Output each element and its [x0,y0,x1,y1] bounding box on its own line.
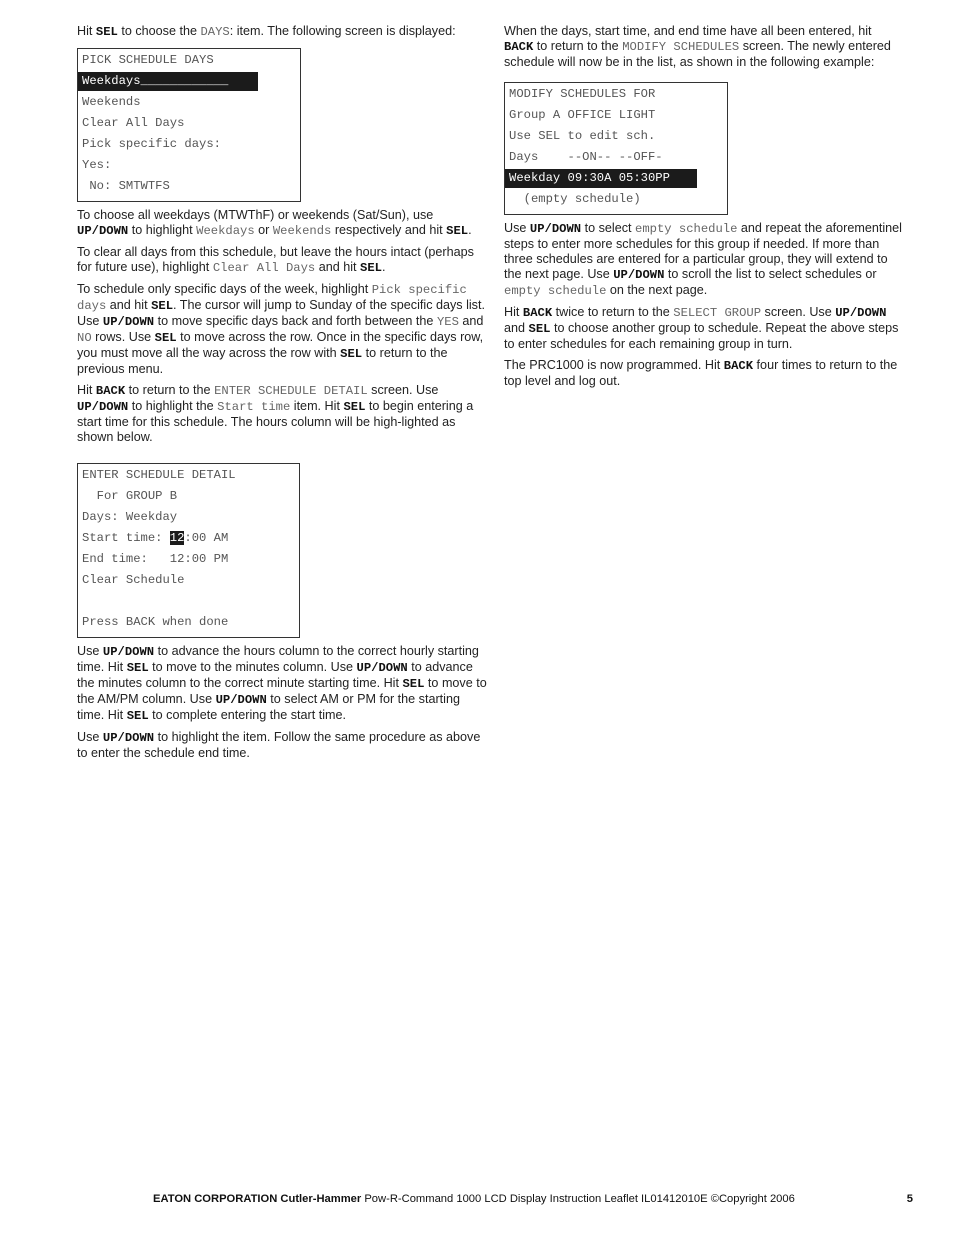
paragraph: To clear all days from this schedule, but leave the hours intact (perhaps for future use), highlight Clear All Days and hit SEL. [77,245,474,275]
paragraph: Use UP/DOWN to select empty schedule and repeat the aforementinel steps to enter more schedules for this group if needed. If more than three schedules are entered for a particular group, they will extend to the next page. Use UP/DOWN to scroll the list to select schedules or empty schedule on the next page. [504,221,902,298]
lcd-line: ENTER SCHEDULE DETAIL [82,468,236,482]
hours-cursor: 12 [169,531,185,545]
lcd-modify-schedules [504,82,728,215]
lcd-line: Press BACK when done [82,615,229,629]
lcd-line: MODIFY SCHEDULES FOR [509,87,656,101]
paragraph: When the days, start time, and end time have all been entered, hit BACK to return to the MODIFY SCHEDULES screen. The newly entered schedule will now be in the list, as shown in the following example: [504,24,891,69]
lcd-line: For GROUP B [82,489,178,503]
lcd-line: Pick specific days: [82,137,221,151]
lcd-line [78,591,299,612]
page-number: 5 [906,1193,913,1205]
lcd-line: PICK SCHEDULE DAYS [82,53,214,67]
paragraph: Hit SEL to choose the DAYS: item. The following screen is displayed: [77,24,456,39]
paragraph: Use UP/DOWN to advance the hours column to the correct hourly starting time. Hit SEL to move to the minutes column. Use UP/DOWN to advance the minutes column to the correct minute starting time. Hit SEL to move to the AM/PM column. Use UP/DOWN to select AM or PM for the starting time. Hit SEL to complete entering the start time. [77,644,487,723]
lcd-line: Group A OFFICE LIGHT [509,108,656,122]
lcd-line: Weekends [82,95,141,109]
lcd-line-start-time: Start time: 12:00 AM [82,531,229,545]
lcd-line: End time: 12:00 PM [82,552,229,566]
lcd-line: No: SMTWTFS [82,179,170,193]
paragraph: Hit BACK to return to the ENTER SCHEDULE DETAIL screen. Use UP/DOWN to highlight the Start time item. Hit SEL to begin entering a start time for this schedule. The hours column will be high-lighted as shown below. [77,383,474,444]
paragraph: To choose all weekdays (MTWThF) or weekends (Sat/Sun), use UP/DOWN to highlight Weekdays or Weekends respectively and hit SEL. [77,208,472,238]
lcd-line: Days: Weekday [82,510,178,524]
lcd-line: Days --ON-- --OFF- [509,150,663,164]
lcd-enter-schedule-detail [77,463,300,638]
footer-document-info: Pow-R-Command 1000 LCD Display Instruction Leaflet IL01412010E ©Copyright 2006 [361,1193,795,1205]
paragraph: The PRC1000 is now programmed. Hit BACK four times to return to the top level and log out. [504,358,898,388]
lcd-line: Clear All Days [82,116,185,130]
lcd-highlighted-line: Weekdays____________ [78,72,258,91]
page-footer [153,1193,913,1205]
footer-company: EATON CORPORATION Cutler-Hammer [153,1193,362,1205]
lcd-line: Use SEL to edit sch. [509,129,656,143]
paragraph: To schedule only specific days of the week, highlight Pick specific days and hit SEL. The cursor will jump to Sunday of the specific days list. Use UP/DOWN to move specific days back and forth between the YES and NO rows. Use SEL to move across the row. Once in the specific days row, you must move all the way across the row with SEL to return to the previous menu. [77,282,485,376]
lcd-line: Yes: [82,158,112,172]
lcd-pick-schedule-days [77,48,301,202]
lcd-line: Clear Schedule [82,573,185,587]
lcd-highlighted-line: Weekday 09:30A 05:30PP [505,169,697,188]
paragraph: Use UP/DOWN to highlight the item. Follow the same procedure as above to enter the schedule end time. [77,730,481,760]
lcd-line: (empty schedule) [509,192,641,206]
left-column [77,24,487,767]
right-column [504,24,904,395]
paragraph: Hit BACK twice to return to the SELECT GROUP screen. Use UP/DOWN and SEL to choose another group to schedule. Repeat the above steps to enter schedules for each remaining group in turn. [504,305,899,351]
